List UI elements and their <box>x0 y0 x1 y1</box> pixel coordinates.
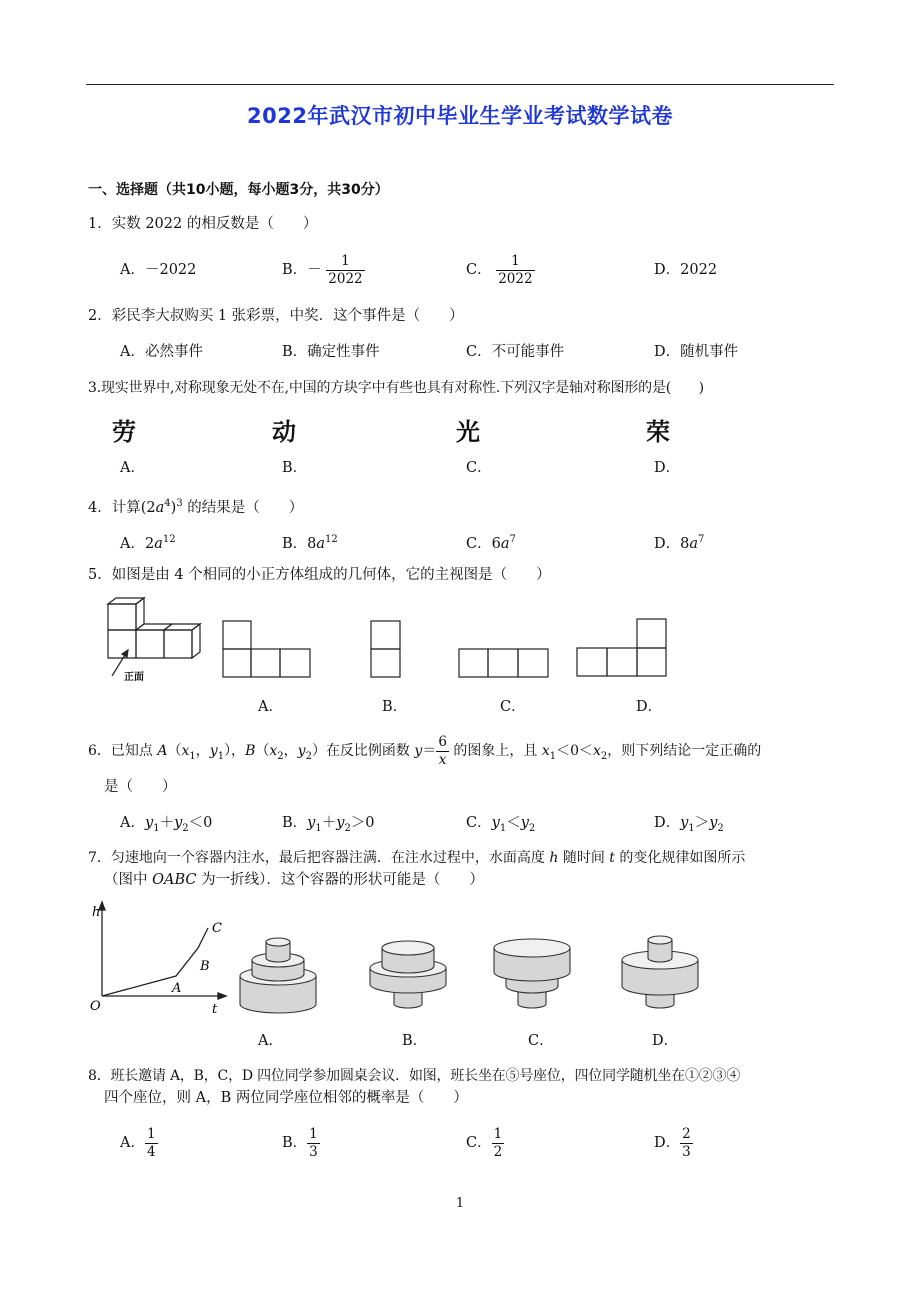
q8-stem-line2: 四个座位，则 A，B 两位同学座位相邻的概率是（ ） <box>104 1090 468 1106</box>
q7-option-a: A． <box>258 1033 283 1049</box>
q8-option-d: D． $\frac{2}{3}$ <box>654 1125 691 1160</box>
q1-option-c: C． $\frac{1}{2022}$ <box>466 252 533 287</box>
q5-solid-figure <box>98 600 204 682</box>
q8-option-c: C． $\frac{1}{2}$ <box>466 1125 503 1160</box>
q7-stem-line1: 7．匀速地向一个容器内注水，最后把容器注满．在注水过程中，水面高度 h 随时间 t 的变化规律如图所示 <box>88 850 746 866</box>
q5-stem: 5．如图是由 4 个相同的小正方体组成的几何体，它的主视图是（ ） <box>88 567 551 583</box>
q4-option-c: C．$6a^7$ <box>466 534 516 552</box>
q7-graph-b-label: B <box>200 959 210 974</box>
q2-option-d: D．随机事件 <box>654 344 739 360</box>
q3-option-d: D． <box>654 460 681 476</box>
q8-stem-line1: 8．班长邀请 A，B，C，D 四位同学参加圆桌会议．如图，班长坐在⑤号座位，四位同学随机坐在①②③④ <box>88 1068 741 1084</box>
q7-container-c <box>490 934 574 1020</box>
q1-stem: 1．实数 2022 的相反数是（ ） <box>88 216 318 232</box>
q7-option-c: C． <box>528 1033 554 1049</box>
q8-option-a: A． $\frac{1}{4}$ <box>120 1125 156 1160</box>
q2-stem: 2．彩民李大叔购买 1 张彩票，中奖．这个事件是（ ） <box>88 308 464 324</box>
q3-stem: 3.现实世界中,对称现象无处不在,中国的方块字中有些也具有对称性.下列汉字是轴对称图形的是( ) <box>88 380 704 396</box>
q3-char-d: 荣 <box>646 418 670 446</box>
q1-option-a: A．－2022 <box>120 262 197 278</box>
q7-graph-o-label: O <box>90 999 101 1014</box>
q6-option-d: D．$y_1>y_2$ <box>654 815 724 834</box>
q5-option-d-figure <box>576 618 668 678</box>
q1-option-b: B．－ $\frac{1}{2022}$ <box>282 252 363 287</box>
q3-char-a: 劳 <box>112 418 136 446</box>
q5-option-c: C． <box>500 699 526 715</box>
q4-stem: 4．计算$(2a^4)^3$ 的结果是（ ） <box>88 498 304 516</box>
q6-option-b: B．$y_1+y_2>0$ <box>282 815 375 834</box>
page-number: 1 <box>455 1196 465 1211</box>
q5-front-label: 正面 <box>124 672 144 683</box>
q8-option-b: B． $\frac{1}{3}$ <box>282 1125 318 1160</box>
q7-stem-line2: （图中 OABC 为一折线）．这个容器的形状可能是（ ） <box>104 872 484 888</box>
q3-char-b: 动 <box>272 418 296 446</box>
q7-water-graph <box>90 900 228 1018</box>
header-rule <box>86 84 834 85</box>
q1-option-d: D．2022 <box>654 262 718 278</box>
q6-option-c: C．$y_1<y_2$ <box>466 815 536 834</box>
q2-option-b: B．确定性事件 <box>282 344 380 360</box>
section-heading: 一、选择题（共10小题，每小题3分，共30分） <box>88 182 389 198</box>
q5-option-a-figure <box>222 620 312 678</box>
q3-option-a: A． <box>120 460 145 476</box>
q7-graph-a-label: A <box>172 981 182 996</box>
q7-graph-c-label: C <box>212 921 222 936</box>
q7-graph-h-label: h <box>92 905 101 920</box>
q6-stem-line1: 6．已知点 $A(x_1$，$y_1$），$B(x_2$，$y_2$）在反比例函数 y＝ $\frac{6}{x}$ 的图象上，且 $x_1<0<x_2$，则下列结论一定正确的 <box>88 733 762 768</box>
q3-option-b: B． <box>282 460 308 476</box>
q2-option-c: C．不可能事件 <box>466 344 565 360</box>
q5-option-b: B． <box>382 699 408 715</box>
q7-option-b: B． <box>402 1033 428 1049</box>
q4-option-d: D．$8a^7$ <box>654 534 705 552</box>
q4-option-b: B．$8a^{12}$ <box>282 534 338 552</box>
q7-graph-t-label: t <box>212 1002 218 1017</box>
q6-stem-line2: 是（ ） <box>104 779 177 795</box>
q7-option-d: D． <box>652 1033 679 1049</box>
q3-char-c: 光 <box>456 418 480 446</box>
q7-container-a <box>236 930 320 1020</box>
q5-option-d: D． <box>636 699 663 715</box>
q7-container-d <box>618 932 702 1020</box>
q6-option-a: A．$y_1+y_2<0$ <box>120 815 213 834</box>
q5-option-c-figure <box>458 648 550 678</box>
q5-option-a: A． <box>258 699 283 715</box>
q5-option-b-figure <box>370 620 402 678</box>
q7-container-b <box>366 934 450 1020</box>
q3-option-c: C． <box>466 460 492 476</box>
page-title: 2022年武汉市初中毕业生学业考试数学试卷 <box>247 104 673 128</box>
q2-option-a: A．必然事件 <box>120 344 203 360</box>
q4-option-a: A．$2a^{12}$ <box>120 534 176 552</box>
